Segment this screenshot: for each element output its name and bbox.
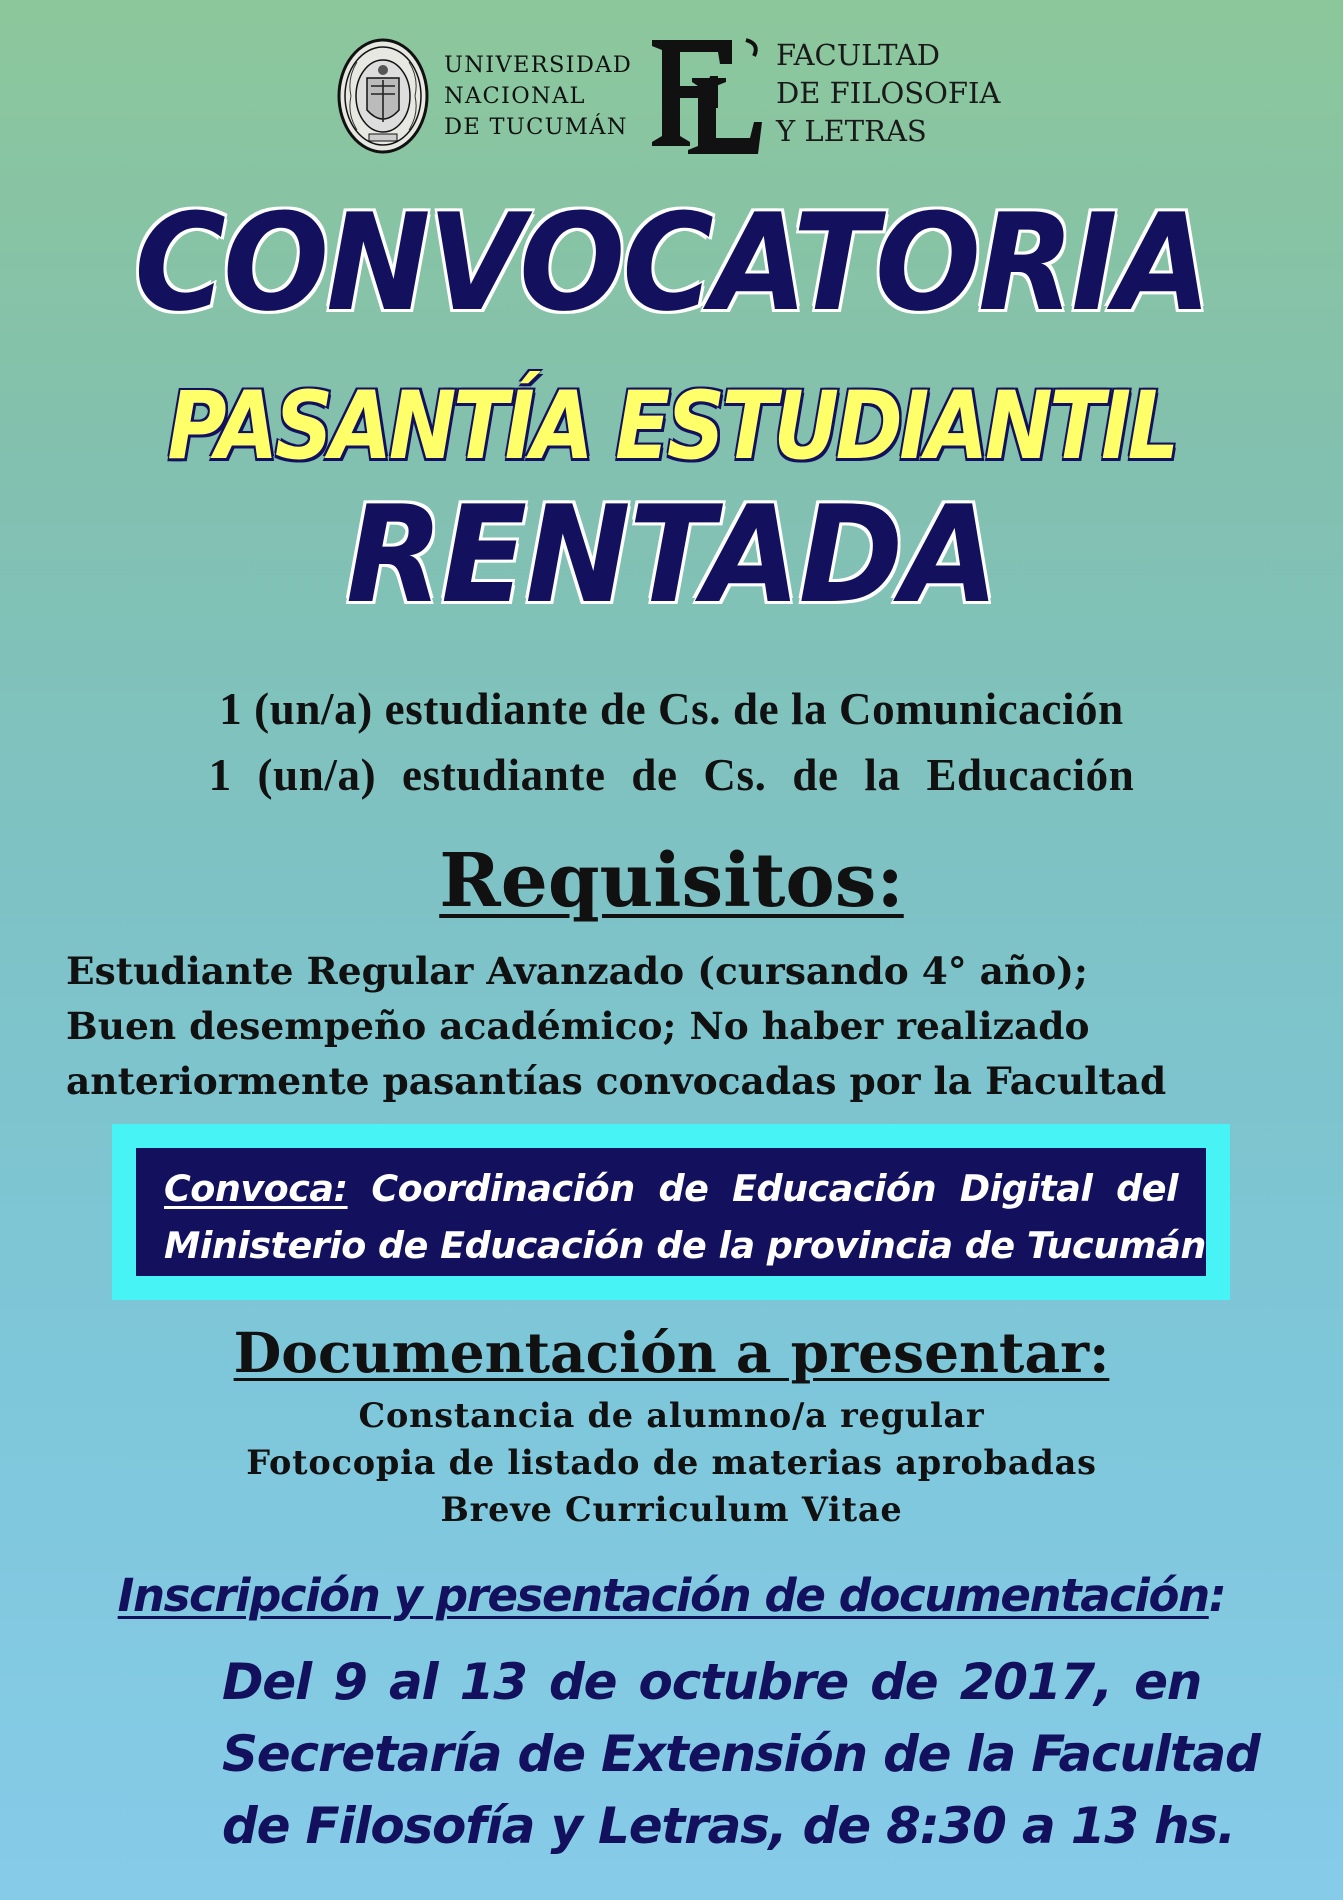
documentation-item: Constancia de alumno/a regular: [358, 1396, 985, 1435]
ffyl-monogram-logo: [646, 34, 766, 158]
requirements-title: Requisitos:: [439, 838, 904, 924]
inscription-line: Del 9 al 13 de octubre de 2017, en: [222, 1653, 1202, 1711]
headline-convocatoria: CONVOCATORIA: [134, 185, 1209, 341]
convoca-text: Coordinación de Educación Digital del: [371, 1167, 1178, 1210]
convoca-box: [136, 1148, 1206, 1276]
inscription-line: Secretaría de Extensión de la Facultad: [222, 1725, 1260, 1783]
documentation-item: Fotocopia de listado de materias aprobadas: [246, 1443, 1097, 1482]
headline-rentada: RENTADA: [346, 477, 997, 633]
requirement-line: Estudiante Regular Avanzado (cursando 4° año);: [66, 949, 1088, 993]
university-name: UNIVERSIDAD NACIONAL DE TUCUMÁN: [444, 52, 633, 140]
documentation-list: [0, 1392, 1343, 1533]
documentation-title: Documentación a presentar:: [233, 1320, 1110, 1385]
convoca-box-frame: [112, 1124, 1230, 1300]
position-item: 1 (un/a) estudiante de Cs. de la Comunicación: [219, 684, 1124, 734]
inscription-line: de Filosofía y Letras, de 8:30 a 13 hs.: [222, 1797, 1235, 1855]
header-logos: [0, 34, 1343, 164]
convoca-line-1: [164, 1160, 1178, 1217]
position-item: 1 (un/a) estudiante de Cs. de la Educación: [208, 750, 1135, 800]
positions-list: [0, 676, 1343, 808]
requirement-line: anteriormente pasantías convocadas por la Facultad: [66, 1059, 1167, 1103]
documentation-item: Breve Curriculum Vitae: [440, 1490, 903, 1529]
convoca-label: Convoca:: [164, 1167, 348, 1210]
unt-seal-logo: [337, 38, 429, 154]
requirement-line: Buen desempeño académico; No haber realizado: [66, 1004, 1090, 1048]
inscription-title: Inscripción y presentación de documentación:: [117, 1569, 1226, 1622]
requirements-body: [66, 944, 1306, 1109]
convoca-line-2: Ministerio de Educación de la provincia de Tucumán: [164, 1224, 1206, 1267]
inscription-details: [222, 1646, 1260, 1862]
headline-pasantia: PASANTÍA ESTUDIANTIL: [167, 372, 1176, 481]
faculty-name: FACULTAD DE FILOSOFIA Y LETRAS: [776, 38, 1001, 148]
